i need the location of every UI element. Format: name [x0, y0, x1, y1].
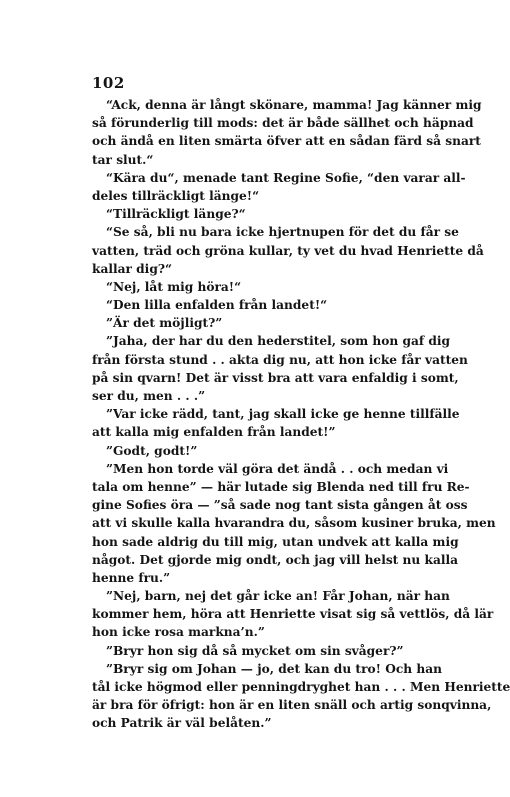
text-line: ”Var icke rädd, tant, jag skall icke ge henne tillfälle [106, 407, 460, 422]
text-line: “Tillräckligt länge?“ [106, 207, 246, 222]
text-line: deles tillräckligt länge!“ [92, 188, 260, 203]
text-line: ”Men hon torde väl göra det ändå . . och medan vi [106, 461, 449, 476]
text-line: henne fru.” [92, 570, 171, 585]
text-line: ”Godt, godt!” [106, 443, 198, 458]
text-line: på sin qvarn! Det är visst bra att vara enfaldig i somt, [92, 370, 459, 385]
text-line: “Se så, bli nu bara icke hjertnupen för det du får se [106, 225, 459, 240]
text-line: ”Bryr hon sig då så mycket om sin svåger?” [106, 643, 404, 658]
text-line: tala om henne” — här lutade sig Blenda ned till fru Re- [92, 479, 470, 494]
text-line: kommer hem, höra att Henriette visat sig så vettlös, då lär [92, 607, 494, 622]
text-line: tål icke högmod eller penningdryghet han . . . Men Henriette [92, 680, 510, 694]
text-line: “Ack, denna är långt skönare, mamma! Jag känner mig [106, 98, 482, 112]
text-line: kallar dig?“ [92, 261, 172, 276]
text-line: något. Det gjorde mig ondt, och jag vill helst nu kalla [92, 552, 459, 567]
text-line: “Nej, låt mig höra!“ [106, 279, 242, 294]
text-line: ”Bryr sig om Johan — jo, det kan du tro! Och han [106, 661, 442, 676]
text-line: från första stund . . akta dig nu, att hon icke får vatten [92, 352, 468, 367]
text-line: hon icke rosa markna’n.” [92, 625, 265, 640]
text-line: är bra för öfrigt: hon är en liten snäll och artig sonqvinna, [92, 698, 492, 713]
text-line: gine Sofies öra — ”så sade nog tant sista gången åt oss [92, 498, 468, 513]
text-line: “Kära du“, menade tant Regine Sofie, “den varar all- [106, 170, 466, 185]
text-line: tar slut.“ [92, 152, 154, 167]
text-line: ”Nej, barn, nej det går icke an! Får Johan, när han [106, 589, 450, 604]
text-line: “Den lilla enfalden från landet!“ [106, 298, 328, 313]
text-line: så förunderlig till mods: det är både sällhet och häpnad [92, 116, 474, 131]
text-line: att kalla mig enfalden från landet!” [92, 425, 336, 440]
text-line: att vi skulle kalla hvarandra du, såsom kusiner bruka, men [92, 516, 496, 531]
text-line: vatten, träd och gröna kullar, ty vet du hvad Henriette då [92, 243, 484, 258]
body-text [92, 96, 510, 733]
text-line: och Patrik är väl belåten.” [92, 716, 272, 731]
text-line: ”Jaha, der har du den hederstitel, som hon gaf dig [106, 334, 451, 349]
text-line: ser du, men . . .” [92, 389, 206, 403]
text-line: hon sade aldrig du till mig, utan undvek att kalla mig [92, 534, 459, 549]
page-number: 102 [92, 74, 125, 92]
text-line: och ändå en liten smärta öfver att en sådan färd så snart [92, 134, 481, 149]
text-line: ”Är det möjligt?” [106, 316, 223, 331]
